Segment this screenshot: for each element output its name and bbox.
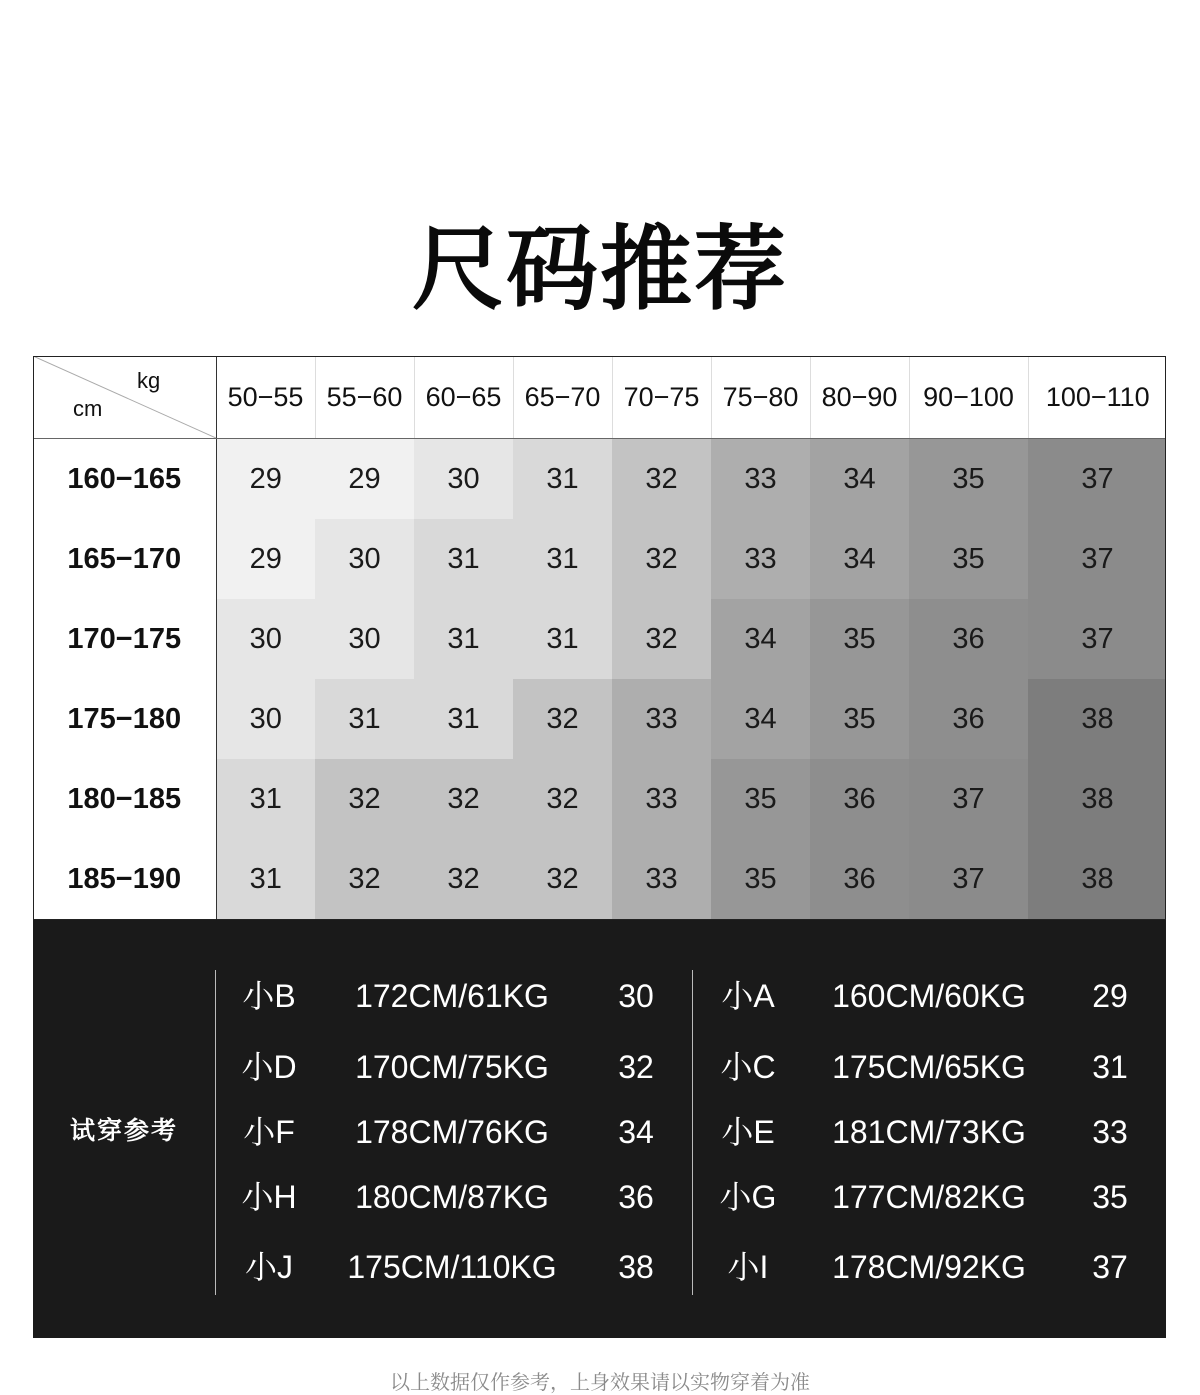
size-cell: 33 — [711, 439, 810, 520]
table-row — [33, 439, 1166, 520]
size-cell: 35 — [810, 679, 909, 759]
weight-header: 55−60 — [315, 356, 414, 439]
reference-size: 38 — [618, 1249, 654, 1285]
size-cell: 31 — [513, 519, 612, 599]
table-row — [33, 519, 1166, 599]
reference-size: 31 — [1092, 1049, 1128, 1085]
size-cell: 29 — [315, 439, 414, 520]
reference-name: 小G — [719, 1179, 777, 1215]
size-cell: 31 — [216, 839, 315, 919]
size-cell: 33 — [612, 679, 711, 759]
height-unit-label: cm — [73, 396, 103, 421]
size-cell: 31 — [216, 759, 315, 839]
size-cell: 34 — [810, 519, 909, 599]
table-row — [33, 839, 1166, 919]
weight-header: 100−110 — [1028, 356, 1166, 439]
table-row — [33, 759, 1166, 839]
reference-size: 30 — [618, 978, 654, 1014]
table-row — [33, 679, 1166, 759]
size-cell: 35 — [909, 519, 1028, 599]
reference-spec: 178CM/76KG — [355, 1114, 549, 1150]
size-cell: 37 — [1028, 519, 1166, 599]
size-cell: 31 — [513, 439, 612, 520]
reference-name: 小I — [727, 1249, 769, 1285]
reference-size: 33 — [1092, 1114, 1128, 1150]
size-cell: 32 — [513, 679, 612, 759]
reference-name: 小C — [720, 1049, 776, 1085]
reference-name: 小B — [242, 978, 296, 1014]
height-range-label: 160−165 — [33, 439, 216, 520]
size-cell: 31 — [315, 679, 414, 759]
size-cell: 32 — [315, 839, 414, 919]
size-cell: 32 — [414, 759, 513, 839]
reference-spec: 175CM/65KG — [832, 1049, 1026, 1085]
reference-spec: 180CM/87KG — [355, 1179, 549, 1215]
reference-name: 小H — [241, 1179, 297, 1215]
size-cell: 32 — [513, 839, 612, 919]
size-cell: 36 — [810, 839, 909, 919]
size-cell: 32 — [315, 759, 414, 839]
reference-spec: 172CM/61KG — [355, 978, 549, 1014]
size-cell: 33 — [612, 839, 711, 919]
weight-header: 90−100 — [909, 356, 1028, 439]
reference-size: 34 — [618, 1114, 654, 1150]
weight-header: 75−80 — [711, 356, 810, 439]
page-title: 尺码推荐 — [411, 216, 788, 323]
reference-size: 32 — [618, 1049, 654, 1085]
size-cell: 35 — [711, 759, 810, 839]
size-cell: 33 — [612, 759, 711, 839]
divider-line — [215, 970, 216, 1295]
reference-spec: 177CM/82KG — [832, 1179, 1026, 1215]
corner-header — [33, 356, 216, 439]
reference-name: 小D — [241, 1049, 297, 1085]
size-cell: 30 — [315, 599, 414, 679]
height-range-label: 180−185 — [33, 759, 216, 839]
size-cell: 29 — [216, 519, 315, 599]
reference-spec: 175CM/110KG — [347, 1249, 557, 1285]
weight-header: 65−70 — [513, 356, 612, 439]
size-cell: 34 — [711, 679, 810, 759]
fit-reference-panel — [33, 920, 1166, 1338]
size-cell: 32 — [513, 759, 612, 839]
reference-spec: 178CM/92KG — [832, 1249, 1026, 1285]
fit-reference-label: 试穿参考 — [69, 1116, 178, 1145]
size-cell: 37 — [909, 839, 1028, 919]
size-cell: 38 — [1028, 839, 1166, 919]
size-cell: 31 — [414, 519, 513, 599]
size-cell: 30 — [216, 679, 315, 759]
size-cell: 30 — [216, 599, 315, 679]
size-cell: 36 — [810, 759, 909, 839]
reference-name: 小J — [244, 1249, 293, 1285]
size-cell: 34 — [810, 439, 909, 520]
reference-spec: 160CM/60KG — [832, 978, 1026, 1014]
weight-header: 70−75 — [612, 356, 711, 439]
disclaimer-note: 以上数据仅作参考，上身效果请以实物穿着为准 — [390, 1370, 810, 1394]
height-range-label: 185−190 — [33, 839, 216, 919]
size-cell: 30 — [315, 519, 414, 599]
size-cell: 34 — [711, 599, 810, 679]
reference-spec: 181CM/73KG — [832, 1114, 1026, 1150]
diagonal-divider — [33, 356, 216, 438]
reference-size: 36 — [618, 1179, 654, 1215]
size-cell: 35 — [810, 599, 909, 679]
size-cell: 38 — [1028, 679, 1166, 759]
height-range-label: 165−170 — [33, 519, 216, 599]
size-cell: 29 — [216, 439, 315, 520]
reference-size: 35 — [1092, 1179, 1128, 1215]
size-cell: 37 — [909, 759, 1028, 839]
size-cell: 31 — [414, 679, 513, 759]
size-cell: 36 — [909, 599, 1028, 679]
size-cell: 37 — [1028, 439, 1166, 520]
size-cell: 31 — [513, 599, 612, 679]
table-row — [33, 599, 1166, 679]
size-cell: 32 — [612, 519, 711, 599]
size-cell: 33 — [711, 519, 810, 599]
divider-line — [692, 970, 693, 1295]
reference-name: 小F — [243, 1114, 295, 1150]
size-cell: 32 — [612, 599, 711, 679]
height-range-label: 175−180 — [33, 679, 216, 759]
size-chart-table — [33, 356, 1166, 920]
size-cell: 38 — [1028, 759, 1166, 839]
reference-size: 37 — [1092, 1249, 1128, 1285]
size-cell: 32 — [612, 439, 711, 520]
reference-size: 29 — [1092, 978, 1128, 1014]
reference-spec: 170CM/75KG — [355, 1049, 549, 1085]
size-cell: 30 — [414, 439, 513, 520]
size-cell: 37 — [1028, 599, 1166, 679]
size-cell: 35 — [711, 839, 810, 919]
size-cell: 32 — [414, 839, 513, 919]
size-cell: 35 — [909, 439, 1028, 520]
height-range-label: 170−175 — [33, 599, 216, 679]
weight-header: 80−90 — [810, 356, 909, 439]
weight-header: 50−55 — [216, 356, 315, 439]
weight-unit-label: kg — [137, 368, 161, 393]
weight-header: 60−65 — [414, 356, 513, 439]
size-cell: 31 — [414, 599, 513, 679]
reference-name: 小E — [721, 1114, 775, 1150]
size-cell: 36 — [909, 679, 1028, 759]
reference-name: 小A — [721, 978, 775, 1014]
